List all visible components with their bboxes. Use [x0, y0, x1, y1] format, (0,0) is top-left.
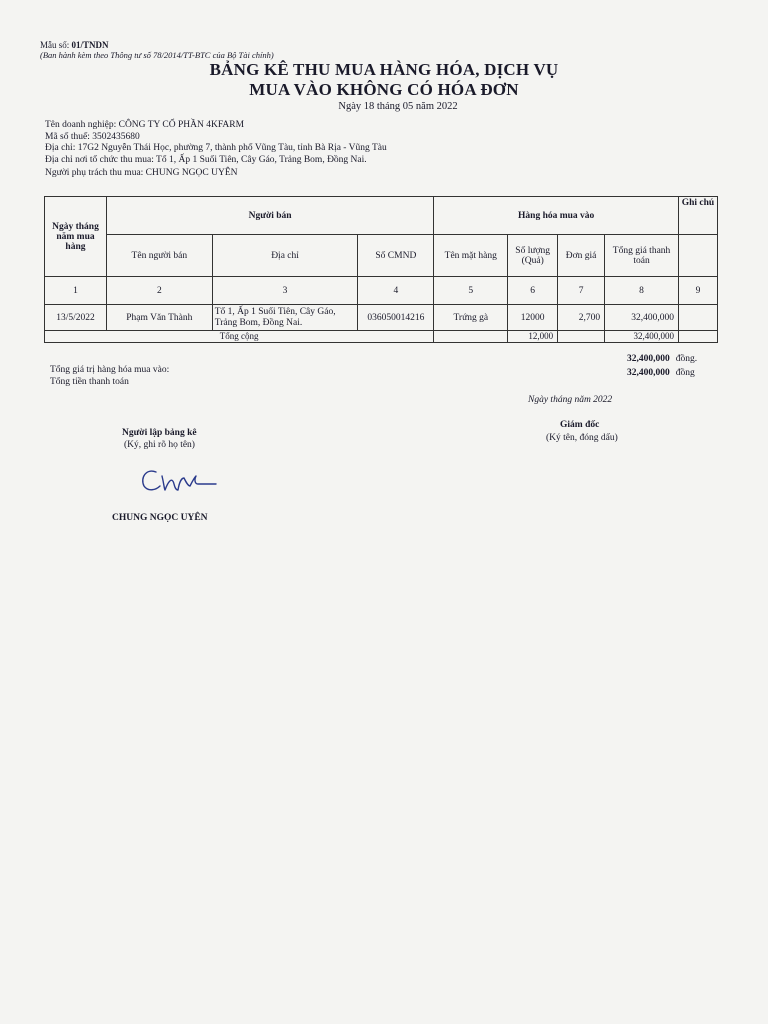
table-subheader-row	[45, 235, 718, 277]
row-item: Trứng gà	[434, 305, 508, 331]
total-goods-value	[627, 354, 697, 364]
header-id-number: Số CMND	[358, 235, 434, 277]
handwritten-signature	[138, 462, 220, 498]
column-number: 4	[358, 277, 434, 305]
form-note: (Ban hành kèm theo Thông tư số 78/2014/TT-BTC của Bộ Tài chính)	[40, 50, 274, 60]
purchase-location: Địa chỉ nơi tổ chức thu mua: Tổ 1, Ấp 1 Suối Tiên, Cây Gáo, Trảng Bom, Đồng Nai.	[45, 155, 367, 165]
header-address: Địa chỉ	[212, 235, 358, 277]
header-quantity: Số lượng (Quả)	[508, 235, 558, 277]
header-seller-group: Người bán	[106, 197, 433, 235]
summary-row	[45, 331, 718, 343]
total-payment-value	[627, 368, 695, 378]
header-note-blank	[678, 235, 717, 277]
director-note: (Ký tên, đóng dấu)	[546, 433, 618, 443]
director-title: Giám đốc	[560, 420, 600, 430]
header-seller-name: Tên người bán	[106, 235, 212, 277]
header-unit-price: Đơn giá	[558, 235, 605, 277]
summary-blank	[558, 331, 605, 343]
total-payment-amount: 32,400,000	[627, 368, 670, 378]
column-number: 1	[45, 277, 107, 305]
summary-blank	[434, 331, 508, 343]
form-code-value: 01/TNDN	[71, 40, 109, 50]
row-date: 13/5/2022	[45, 305, 107, 331]
column-number: 9	[678, 277, 717, 305]
header-goods-group: Hàng hóa mua vào	[434, 197, 679, 235]
person-in-charge: Người phụ trách thu mua: CHUNG NGỌC UYÊN	[45, 168, 238, 178]
row-unit-price: 2,700	[558, 305, 605, 331]
total-goods-unit: đồng.	[675, 354, 698, 364]
summary-total: 32,400,000	[605, 331, 679, 343]
form-code	[40, 40, 109, 50]
total-payment-unit: đồng	[675, 368, 695, 378]
column-number: 8	[605, 277, 679, 305]
column-number: 3	[212, 277, 358, 305]
column-number: 5	[434, 277, 508, 305]
total-goods-amount: 32,400,000	[627, 354, 670, 364]
document-title-line2: MUA VÀO KHÔNG CÓ HÓA ĐƠN	[249, 80, 519, 99]
company-tax-code: Mã số thuế: 3502435680	[45, 132, 140, 142]
row-address: Tổ 1, Ấp 1 Suối Tiên, Cây Gáo, Trảng Bom, Đồng Nai.	[212, 305, 358, 331]
document-date: Ngày 18 tháng 05 năm 2022	[338, 101, 458, 112]
company-name: Tên doanh nghiệp: CÔNG TY CỔ PHẦN 4KFARM	[45, 120, 245, 130]
table-row	[45, 305, 718, 331]
column-number: 6	[508, 277, 558, 305]
summary-blank	[678, 331, 717, 343]
row-seller: Phạm Văn Thành	[106, 305, 212, 331]
table-header-row	[45, 197, 718, 235]
preparer-title: Người lập bảng kê	[122, 428, 197, 438]
summary-label: Tổng cộng	[45, 331, 434, 343]
row-note	[678, 305, 717, 331]
header-note: Ghi chú	[678, 197, 717, 235]
header-date: Ngày tháng năm mua hàng	[45, 197, 107, 277]
preparer-note: (Ký, ghi rõ họ tên)	[124, 440, 195, 450]
column-number: 2	[106, 277, 212, 305]
total-goods-label: Tổng giá trị hàng hóa mua vào:	[50, 365, 170, 375]
header-total: Tổng giá thanh toán	[605, 235, 679, 277]
row-id-number: 036050014216	[358, 305, 434, 331]
form-code-label: Mẫu số:	[40, 40, 72, 50]
column-number-row	[45, 277, 718, 305]
column-number: 7	[558, 277, 605, 305]
summary-quantity: 12,000	[508, 331, 558, 343]
document-title-line1: BẢNG KÊ THU MUA HÀNG HÓA, DỊCH VỤ	[209, 60, 559, 79]
total-payment-label: Tổng tiền thanh toán	[50, 377, 129, 387]
row-total: 32,400,000	[605, 305, 679, 331]
signature-date: Ngày tháng năm 2022	[528, 395, 613, 405]
header-item: Tên mặt hàng	[434, 235, 508, 277]
preparer-name: CHUNG NGỌC UYÊN	[112, 513, 208, 523]
row-quantity: 12000	[508, 305, 558, 331]
purchase-table	[44, 196, 718, 343]
company-address: Địa chỉ: 17G2 Nguyễn Thái Học, phường 7, thành phố Vũng Tàu, tỉnh Bà Rịa - Vũng Tàu	[45, 143, 387, 153]
